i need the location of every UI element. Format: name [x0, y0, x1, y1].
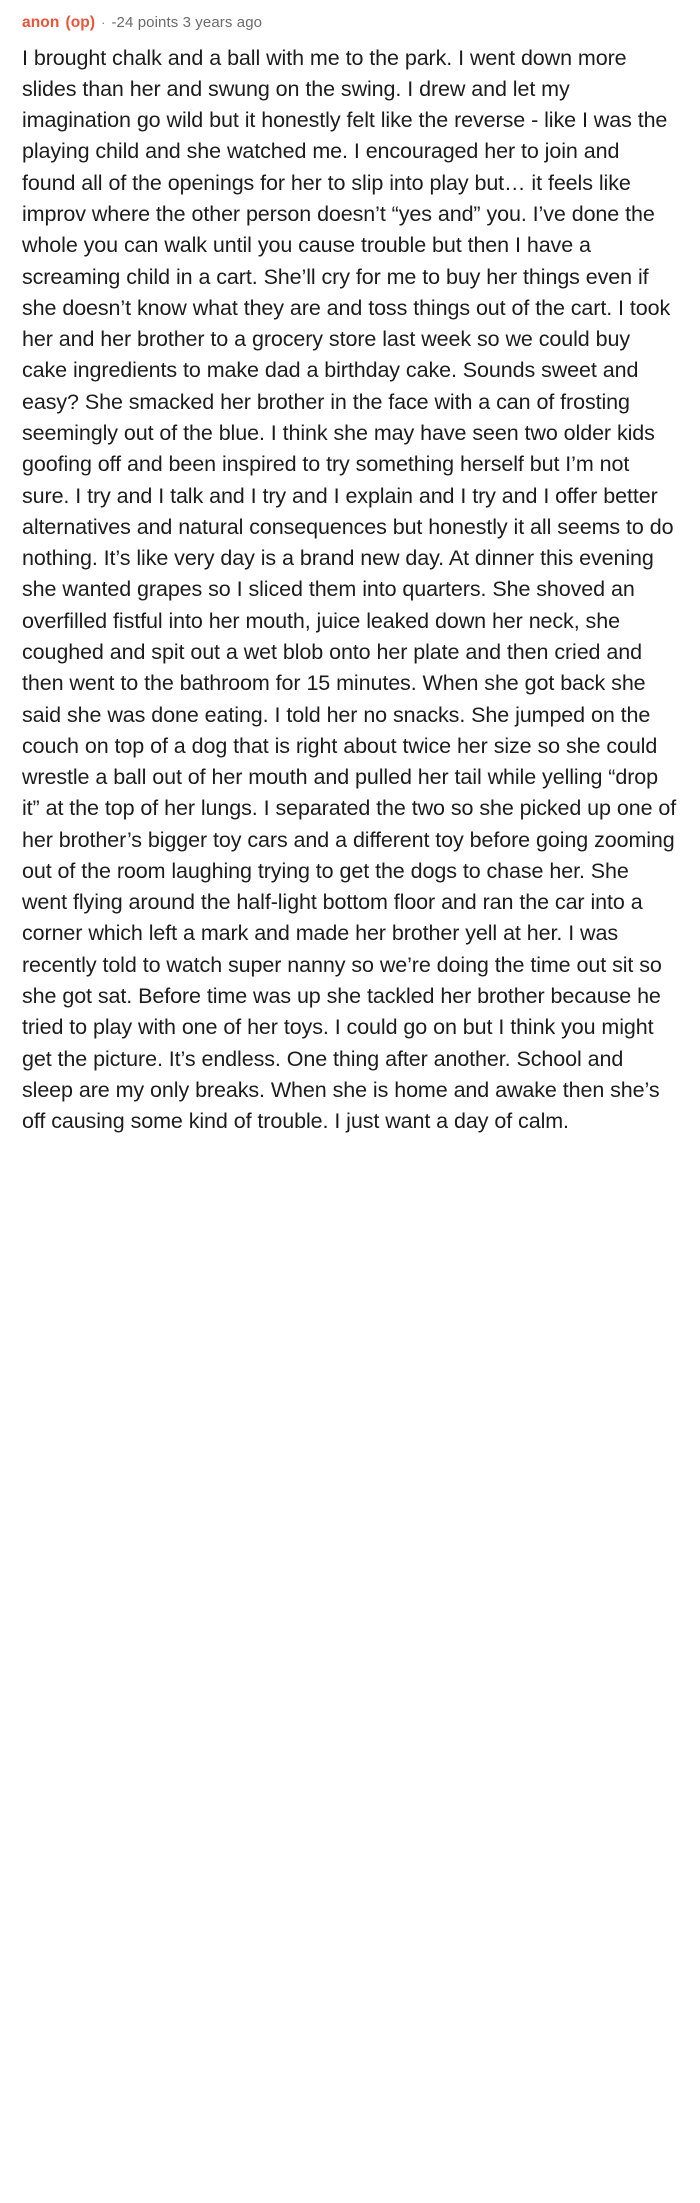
comment-author[interactable]: anon: [22, 14, 60, 31]
meta-separator: ·: [101, 15, 106, 30]
comment-body: I brought chalk and a ball with me to the park. I went down more slides than her and swung on the swing. I drew and let my imagination go wild but it honestly felt like the reverse - like I was the playing child and she watched me. I encouraged her to join and found all of the openings for her to slip into play but… it feels like improv where the other person doesn’t “yes and” you. I’ve done the whole you can walk until you cause trouble but then I have a screaming child in a cart. She’ll cry for me to buy her things even if she doesn’t know what they are and toss things out of the cart. I took her and her brother to a grocery store last week so we could buy cake ingredients to make dad a birthday cake. Sounds sweet and easy? She smacked her brother in the face with a can of frosting seemingly out of the blue. I think she may have seen two older kids goofing off and been inspired to try something herself but I’m not sure. I try and I talk and I try and I explain and I try and I offer better alternatives and natural consequences but honestly it all seems to do nothing. It’s like very day is a brand new day. At dinner this evening she wanted grapes so I sliced them into quarters. She shoved an overfilled fistful into her mouth, juice leaked down her neck, she coughed and spit out a wet blob onto her plate and then cried and then went to the bathroom for 15 minutes. When she got back she said she was done eating. I told her no snacks. She jumped on the couch on top of a dog that is right about twice her size so she could wrestle a ball out of her mouth and pulled her tail while yelling “drop it” at the top of her lungs. I separated the two so she picked up one of her brother’s bigger toy cars and a different toy before going zooming out of the room laughing trying to get the dogs to chase her. She went flying around the half-light bottom floor and ran the car into a corner which left a mark and made her brother yell at her. I was recently told to watch super nanny so we’re doing the time out sit so she got sat. Before time was up she tackled her brother because he tried to play with one of her toys. I could go on but I think you might get the picture. It’s endless. One thing after another. School and sleep are my only breaks. When she is home and awake then she’s off causing some kind of trouble. I just want a day of calm.: [22, 45, 677, 1134]
comment-score-and-time: -24 points 3 years ago: [111, 14, 263, 31]
comment-meta: [22, 14, 678, 33]
op-badge: (op): [65, 14, 96, 31]
